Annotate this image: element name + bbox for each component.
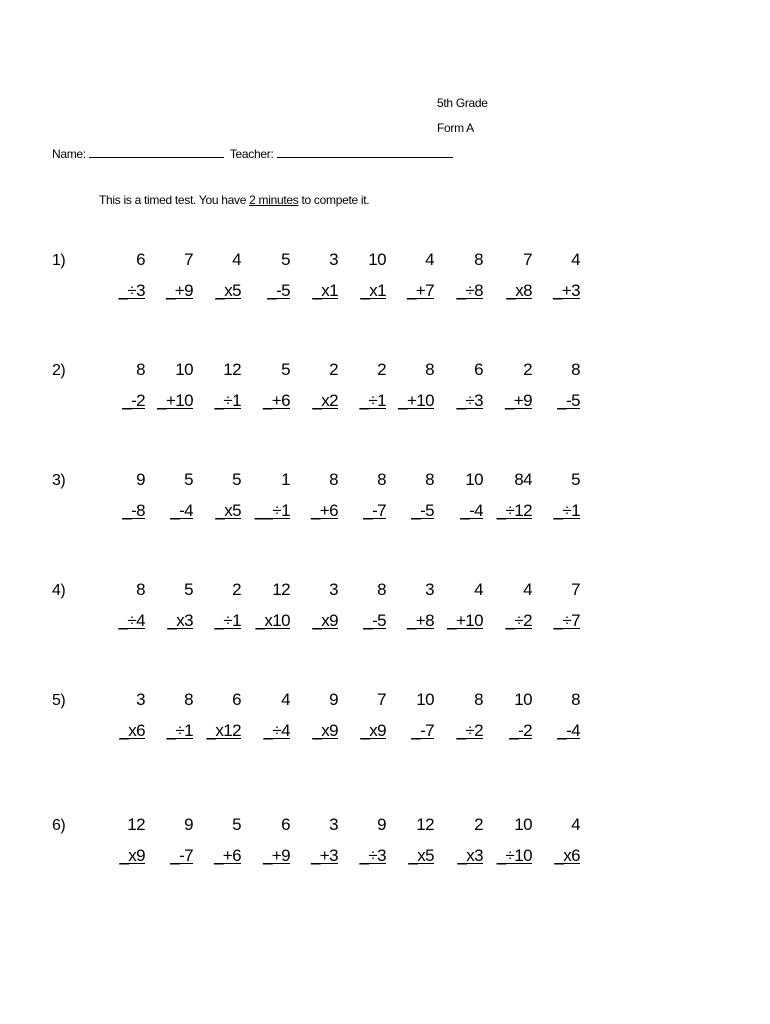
problem-top-number: 5 — [281, 250, 290, 269]
problem-operator: _÷1 — [214, 611, 241, 630]
problem-top-number: 3 — [136, 690, 145, 709]
problem-top-number: 3 — [329, 580, 338, 599]
problem-operator: _+6 — [262, 391, 290, 410]
problem-row-label: 3) — [52, 472, 66, 489]
problem-operator: _x5 — [408, 846, 434, 865]
problem-top-number: 10 — [175, 360, 193, 379]
problem-top-number: 5 — [184, 470, 193, 489]
problem-top-number: 4 — [425, 250, 434, 269]
problem-top-number: 4 — [281, 690, 290, 709]
problem-top-number: 7 — [377, 690, 386, 709]
problem-top-number: 6 — [281, 815, 290, 834]
problem-top-number: 5 — [232, 815, 241, 834]
problem-operator: _x6 — [554, 846, 580, 865]
problem-operator: _x5 — [215, 501, 241, 520]
problem-operator: _x9 — [312, 611, 338, 630]
problem-operator: _+9 — [504, 391, 532, 410]
problem-operator: _-5 — [557, 391, 580, 410]
problem-operator: _x1 — [312, 281, 338, 300]
problem-top-number: 9 — [377, 815, 386, 834]
problem-operator: _x1 — [360, 281, 386, 300]
problem-operator: _÷2 — [505, 611, 532, 630]
problem-top-number: 9 — [136, 470, 145, 489]
problem-operator: _÷12 — [496, 501, 532, 520]
problem-top-number: 10 — [416, 690, 434, 709]
problem-top-number: 8 — [474, 690, 483, 709]
problem-top-number: 4 — [474, 580, 483, 599]
teacher-blank[interactable] — [277, 146, 453, 158]
problem-operator: _+9 — [165, 281, 193, 300]
problem-top-number: 8 — [571, 690, 580, 709]
problem-top-number: 10 — [514, 690, 532, 709]
problem-operator: _÷1 — [166, 721, 193, 740]
teacher-label: Teacher: — [229, 147, 274, 161]
problem-top-number: 8 — [136, 580, 145, 599]
problem-top-number: 8 — [571, 360, 580, 379]
problem-row-label: 2) — [52, 362, 66, 379]
problem-top-number: 12 — [127, 815, 145, 834]
problem-operator: _÷4 — [118, 611, 145, 630]
problem-top-number: 4 — [232, 250, 241, 269]
problem-top-number: 8 — [377, 470, 386, 489]
problem-operator: _÷1 — [553, 501, 580, 520]
problem-operator: _÷4 — [263, 721, 290, 740]
problem-operator: _-4 — [170, 501, 193, 520]
problem-top-number: 2 — [329, 360, 338, 379]
problem-top-number: 2 — [377, 360, 386, 379]
problem-operator: _+9 — [262, 846, 290, 865]
problem-operator: _x2 — [312, 391, 338, 410]
problem-operator: _÷1 — [214, 391, 241, 410]
problem-operator: _-4 — [557, 721, 580, 740]
instructions-before: This is a timed test. You have — [99, 193, 250, 207]
problem-operator: _-5 — [411, 501, 434, 520]
problem-top-number: 3 — [329, 250, 338, 269]
problem-operator: _÷2 — [456, 721, 483, 740]
problem-top-number: 4 — [523, 580, 532, 599]
problem-operator: _-2 — [122, 391, 145, 410]
problem-top-number: 10 — [514, 815, 532, 834]
problem-top-number: 4 — [571, 815, 580, 834]
problem-operator: _+10 — [398, 391, 434, 410]
problem-operator: _÷3 — [359, 846, 386, 865]
problem-top-number: 5 — [232, 470, 241, 489]
problem-operator: _-7 — [411, 721, 434, 740]
name-label: Name: — [52, 147, 86, 161]
instructions-after: to compete it. — [298, 193, 370, 207]
problem-top-number: 3 — [425, 580, 434, 599]
problem-top-number: 8 — [329, 470, 338, 489]
problem-top-number: 12 — [416, 815, 434, 834]
problem-operator: _-2 — [509, 721, 532, 740]
problem-top-number: 9 — [329, 690, 338, 709]
problem-operator: _x3 — [457, 846, 483, 865]
problem-top-number: 8 — [136, 360, 145, 379]
problem-top-number: 5 — [184, 580, 193, 599]
problem-operator: _-5 — [363, 611, 386, 630]
problem-row-label: 6) — [52, 817, 66, 834]
problem-top-number: 12 — [272, 580, 290, 599]
problem-top-number: 9 — [184, 815, 193, 834]
problem-top-number: 84 — [514, 470, 532, 489]
problem-operator: _+10 — [157, 391, 193, 410]
problem-top-number: 8 — [377, 580, 386, 599]
problem-operator: _x9 — [119, 846, 145, 865]
problem-top-number: 2 — [523, 360, 532, 379]
name-blank[interactable] — [89, 146, 224, 158]
problem-operator: _x6 — [119, 721, 145, 740]
problem-operator: _-7 — [170, 846, 193, 865]
problem-top-number: 7 — [184, 250, 193, 269]
problem-top-number: 6 — [232, 690, 241, 709]
problem-row-label: 5) — [52, 692, 66, 709]
problem-operator: _-7 — [363, 501, 386, 520]
instructions-time: 2 minutes — [249, 193, 299, 207]
problem-top-number: 4 — [571, 250, 580, 269]
problem-operator: _+6 — [213, 846, 241, 865]
problem-row-label: 1) — [52, 252, 66, 269]
instructions — [99, 193, 369, 207]
problem-operator: _-4 — [460, 501, 483, 520]
form-label: Form A — [437, 121, 474, 135]
problem-operator: _+3 — [552, 281, 580, 300]
problem-operator: _x9 — [312, 721, 338, 740]
problem-operator: _+6 — [310, 501, 338, 520]
problem-operator: _÷1 — [359, 391, 386, 410]
problem-top-number: 3 — [329, 815, 338, 834]
problem-operator: _x9 — [360, 721, 386, 740]
problem-top-number: 5 — [571, 470, 580, 489]
problem-operator: _+7 — [406, 281, 434, 300]
problem-top-number: 8 — [425, 470, 434, 489]
problem-operator: _+8 — [406, 611, 434, 630]
problem-top-number: 10 — [465, 470, 483, 489]
problem-operator: __÷1 — [254, 501, 290, 520]
problem-top-number: 10 — [368, 250, 386, 269]
problem-top-number: 8 — [425, 360, 434, 379]
name-teacher-line — [52, 146, 453, 161]
problem-top-number: 7 — [571, 580, 580, 599]
problem-operator: _÷3 — [456, 391, 483, 410]
problem-top-number: 6 — [136, 250, 145, 269]
problem-top-number: 5 — [281, 360, 290, 379]
problem-operator: _x5 — [215, 281, 241, 300]
problem-operator: _+3 — [310, 846, 338, 865]
problem-operator: _+10 — [447, 611, 483, 630]
problem-top-number: 8 — [474, 250, 483, 269]
problem-operator: _x12 — [206, 721, 241, 740]
problem-operator: _-5 — [267, 281, 290, 300]
problem-operator: _x10 — [255, 611, 290, 630]
problem-top-number: 7 — [523, 250, 532, 269]
problem-operator: _÷10 — [496, 846, 532, 865]
problem-operator: _x8 — [506, 281, 532, 300]
problem-top-number: 2 — [232, 580, 241, 599]
grade-label: 5th Grade — [437, 96, 488, 110]
problem-top-number: 8 — [184, 690, 193, 709]
problem-top-number: 2 — [474, 815, 483, 834]
problem-operator: _÷3 — [118, 281, 145, 300]
problem-top-number: 1 — [281, 470, 290, 489]
problem-top-number: 6 — [474, 360, 483, 379]
problem-operator: _÷7 — [553, 611, 580, 630]
problem-operator: _-8 — [122, 501, 145, 520]
problem-operator: _÷8 — [456, 281, 483, 300]
problem-row-label: 4) — [52, 582, 66, 599]
problem-operator: _x3 — [167, 611, 193, 630]
problem-top-number: 12 — [223, 360, 241, 379]
